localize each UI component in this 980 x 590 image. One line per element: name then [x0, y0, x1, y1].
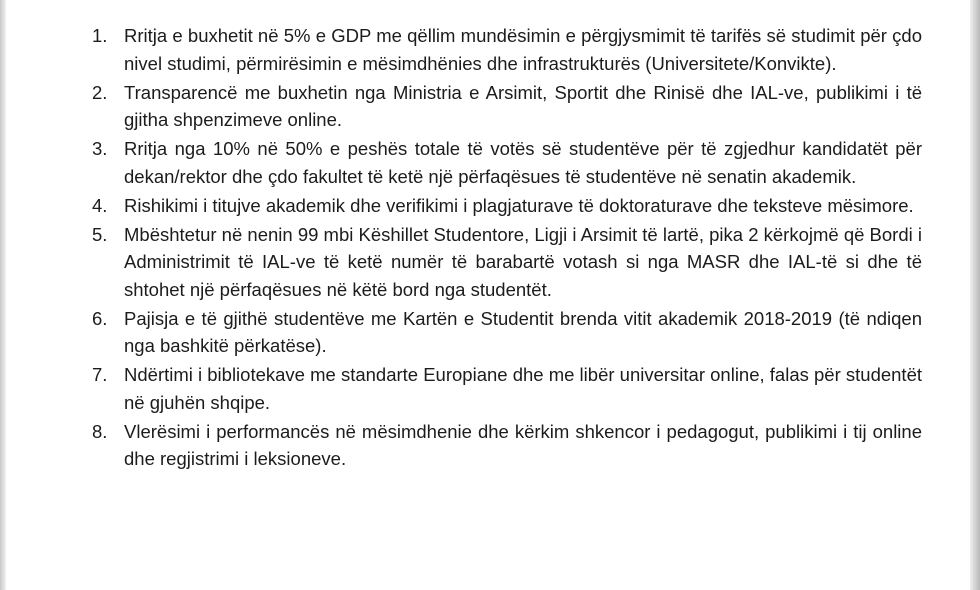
list-item: [92, 305, 922, 360]
list-item: [92, 221, 922, 304]
list-item-number: 7.: [92, 364, 108, 385]
list-item-text: Rritja nga 10% në 50% e peshës totale të votës së studentëve për të zgjedhur kandidatët për dekan/rektor dhe çdo fakultet të ketë një përfaqësues të studentëve në senatin akademik.: [124, 138, 922, 187]
list-item: [92, 79, 922, 134]
list-item-text: Ndërtimi i bibliotekave me standarte Europiane dhe me libër universitar online, falas për studentët në gjuhën shqipe.: [124, 364, 922, 413]
list-item-text: Transparencë me buxhetin nga Ministria e Arsimit, Sportit dhe Rinisë dhe IAL-ve, publikimi i të gjitha shpenzimeve online.: [124, 81, 922, 130]
list-item-text: Mbështetur në nenin 99 mbi Këshillet Studentore, Ligji i Arsimit të lartë, pika 2 kërkojmë që Bordi i Administrimit të IAL-ve të ketë numër të barabartë votash si nga MASR dhe IAL-të si dhe të shtohet një përfaqësues në këtë bord nga studentët.: [124, 223, 922, 300]
list-item: [92, 192, 922, 220]
list-item-number: 5.: [92, 223, 108, 245]
list-item-number: 1.: [92, 25, 108, 46]
list-item-number: 4.: [92, 194, 108, 216]
list-item-text: Rishikimi i titujve akademik dhe verifikimi i plagjaturave të doktoraturave dhe teksteve mësimore.: [124, 194, 914, 216]
list-item-number: 6.: [92, 307, 108, 329]
list-item-text: Pajisja e të gjithë studentëve me Kartën e Studentit brenda vitit akademik 2018-2019 (të ndiqen nga bashkitë përkatëse).: [124, 307, 922, 356]
list-item: [92, 22, 922, 77]
list-item-number: 2.: [92, 81, 108, 103]
demands-list: [92, 22, 922, 474]
list-item-number: 8.: [92, 420, 108, 442]
list-item: [92, 418, 922, 473]
page-edge-shadow-right: [970, 0, 980, 590]
list-item-number: 3.: [92, 138, 108, 159]
list-item: [92, 361, 922, 416]
list-item-text: Vlerësimi i performancës në mësimdhenie dhe kërkim shkencor i pedagogut, publikimi i tij online dhe regjistrimi i leksioneve.: [124, 420, 922, 469]
list-item-text: Rritja e buxhetit në 5% e GDP me qëllim mundësimin e përgjysmimit të tarifës së studimit për çdo nivel studimi, përmirësimin e mësimdhënies dhe infrastrukturës (Universitete/Konvikte).: [124, 25, 922, 74]
list-item: [92, 135, 922, 190]
page-edge-shadow-left: [0, 0, 6, 590]
